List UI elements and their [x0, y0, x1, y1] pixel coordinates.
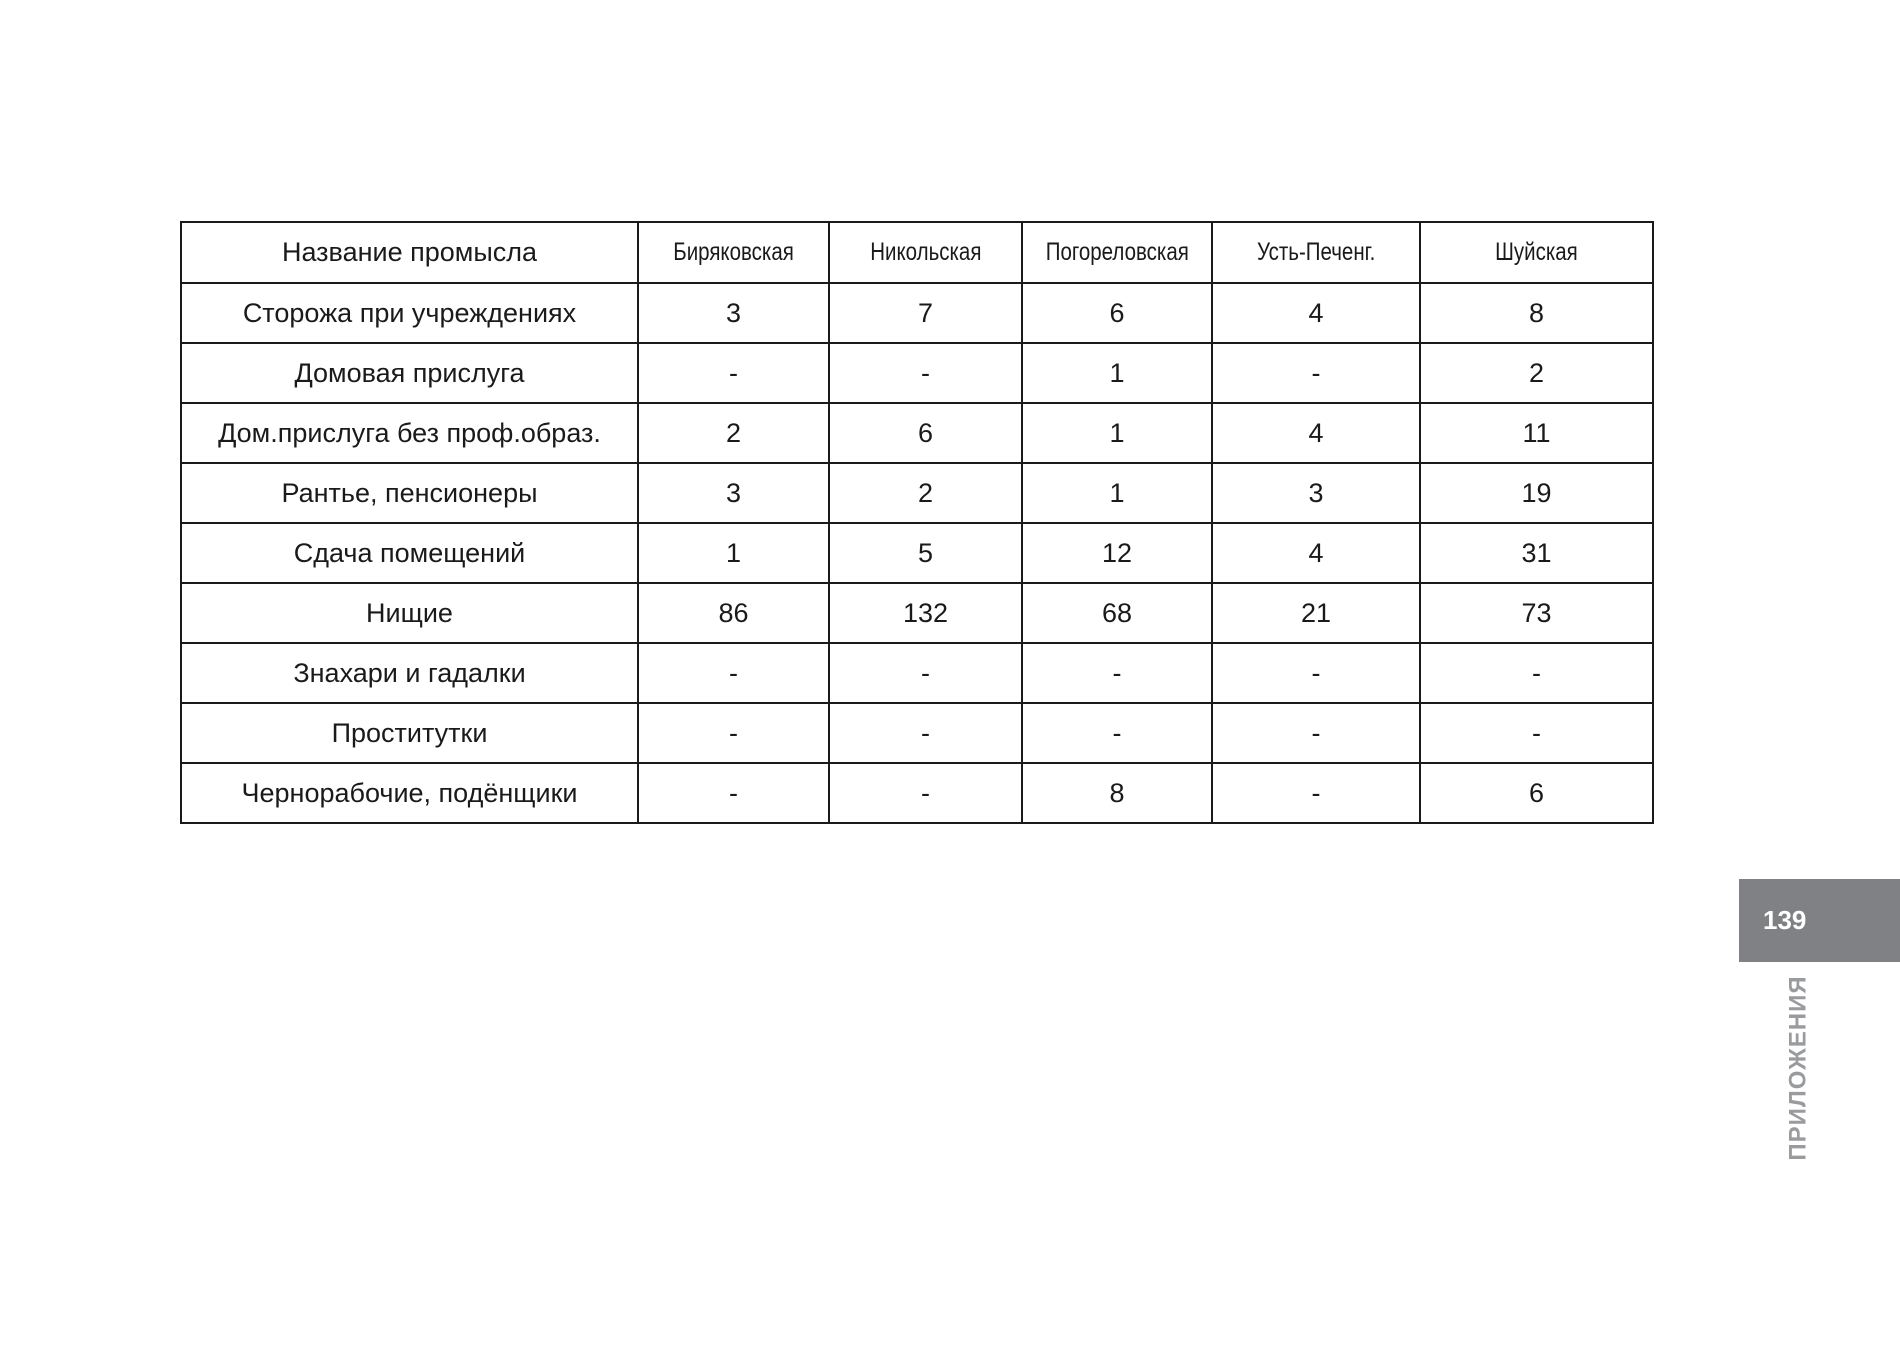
value-cell: 8 [1420, 283, 1653, 343]
trade-name-cell: Дом.прислуга без проф.образ. [181, 403, 638, 463]
value-cell: - [829, 703, 1022, 763]
value-cell: - [638, 703, 829, 763]
value-cell: - [638, 763, 829, 823]
trade-name-cell: Сторожа при учреждениях [181, 283, 638, 343]
table-row [181, 523, 1653, 583]
value-cell: 1 [1022, 343, 1212, 403]
page-number-tab [1739, 879, 1900, 962]
value-cell: 12 [1022, 523, 1212, 583]
trade-name-cell: Сдача помещений [181, 523, 638, 583]
header-region: Усть-Печенг. [1212, 222, 1420, 283]
value-cell: 3 [638, 283, 829, 343]
table-body [181, 283, 1653, 823]
trade-name-cell: Домовая прислуга [181, 343, 638, 403]
trade-name-cell: Рантье, пенсионеры [181, 463, 638, 523]
value-cell: - [1212, 703, 1420, 763]
trade-name-cell: Знахари и гадалки [181, 643, 638, 703]
value-cell: - [1420, 703, 1653, 763]
value-cell: 6 [1420, 763, 1653, 823]
value-cell: 19 [1420, 463, 1653, 523]
value-cell: 1 [1022, 403, 1212, 463]
value-cell: 3 [638, 463, 829, 523]
value-cell: 1 [638, 523, 829, 583]
value-cell: - [1022, 643, 1212, 703]
value-cell: 68 [1022, 583, 1212, 643]
table-row [181, 763, 1653, 823]
page-number: 139 [1763, 905, 1807, 935]
table-row [181, 343, 1653, 403]
value-cell: - [829, 343, 1022, 403]
value-cell: 1 [1022, 463, 1212, 523]
value-cell: 2 [1420, 343, 1653, 403]
value-cell: 132 [829, 583, 1022, 643]
value-cell: - [1212, 643, 1420, 703]
value-cell: 86 [638, 583, 829, 643]
value-cell: 31 [1420, 523, 1653, 583]
header-region: Биряковская [638, 222, 829, 283]
value-cell: 4 [1212, 403, 1420, 463]
value-cell: 4 [1212, 523, 1420, 583]
section-label-text: ПРИЛОЖЕНИЯ [1785, 974, 1813, 1161]
value-cell: - [638, 343, 829, 403]
value-cell: 11 [1420, 403, 1653, 463]
value-cell: 2 [638, 403, 829, 463]
trade-name-cell: Нищие [181, 583, 638, 643]
trades-table [180, 221, 1654, 824]
value-cell: 8 [1022, 763, 1212, 823]
value-cell: - [829, 763, 1022, 823]
value-cell: 73 [1420, 583, 1653, 643]
trade-name-cell: Чернорабочие, подёнщики [181, 763, 638, 823]
section-label [1782, 974, 1816, 1161]
header-region: Никольская [829, 222, 1022, 283]
value-cell: 6 [1022, 283, 1212, 343]
table-row [181, 463, 1653, 523]
value-cell: 5 [829, 523, 1022, 583]
value-cell: 7 [829, 283, 1022, 343]
value-cell: - [1212, 763, 1420, 823]
table-row [181, 403, 1653, 463]
trade-name-cell: Проститутки [181, 703, 638, 763]
header-region: Шуйская [1420, 222, 1653, 283]
header-region: Погореловская [1022, 222, 1212, 283]
value-cell: - [638, 643, 829, 703]
value-cell: 6 [829, 403, 1022, 463]
table-row [181, 703, 1653, 763]
value-cell: - [1212, 343, 1420, 403]
table-header-row [181, 222, 1653, 283]
value-cell: - [1022, 703, 1212, 763]
table-row [181, 283, 1653, 343]
value-cell: 3 [1212, 463, 1420, 523]
value-cell: 21 [1212, 583, 1420, 643]
value-cell: - [1420, 643, 1653, 703]
table-row [181, 583, 1653, 643]
value-cell: 4 [1212, 283, 1420, 343]
value-cell: 2 [829, 463, 1022, 523]
header-trade-name: Название промысла [181, 222, 638, 283]
table-row [181, 643, 1653, 703]
value-cell: - [829, 643, 1022, 703]
